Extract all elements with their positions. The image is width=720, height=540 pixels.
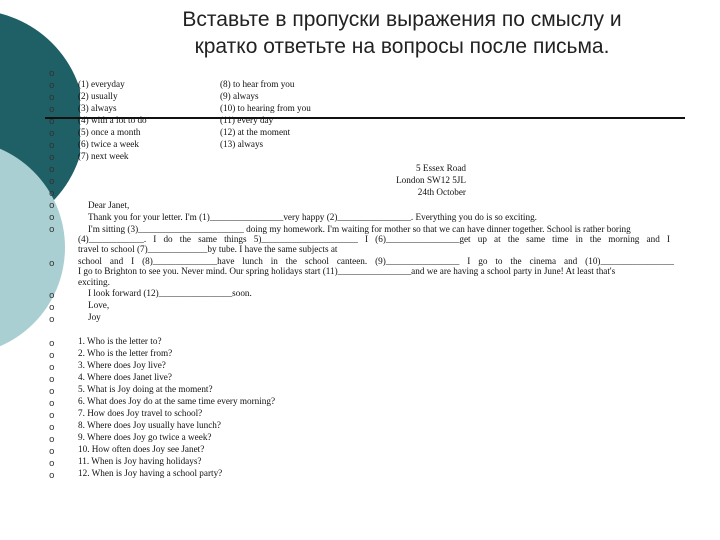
page-title (92, 6, 712, 60)
question-item: 7. How does Joy travel to school? (78, 408, 203, 418)
bullet-icon: o (49, 363, 55, 373)
option-item: (3) always (78, 103, 117, 113)
letter-line: school and I (8)______________have lunch in the school canteen. (9)________________ I go to the cinema and (10)________________ (78, 256, 674, 266)
bullet-icon: o (49, 459, 55, 469)
option-item: (7) next week (78, 151, 129, 161)
letter-line: I'm sitting (3)_______________________ doing my homework. I'm waiting for mother so that we can have dinner together. School is rather boring (88, 224, 631, 234)
address-city: London SW12 5JL (396, 175, 466, 185)
address-street: 5 Essex Road (415, 163, 466, 173)
bullet-icon: o (49, 129, 55, 139)
option-item: (12) at the moment (220, 127, 291, 137)
bullet-icon: o (49, 189, 55, 199)
bullet-icon: o (49, 259, 55, 269)
bullet-icon: o (49, 105, 55, 115)
bullet-icon: o (49, 69, 55, 79)
bullet-icon: o (49, 423, 55, 433)
title-line-1: Вставьте в пропуски выражения по смыслу и (182, 8, 622, 31)
letter-line: travel to school (7)_____________by tube. I have the same subjects at (78, 244, 338, 254)
option-item: (4) with a lot to do (78, 115, 147, 125)
letter-signature: Joy (88, 312, 101, 322)
bullet-icon: o (49, 153, 55, 163)
bullet-icon: o (49, 93, 55, 103)
option-item: (6) twice a week (78, 139, 139, 149)
bullet-icon: o (49, 471, 55, 481)
letter-greeting: Dear Janet, (88, 200, 130, 210)
bullet-icon: o (49, 435, 55, 445)
option-item: (9) always (220, 91, 259, 101)
bullet-icon: o (49, 315, 55, 325)
option-item: (5) once a month (78, 127, 141, 137)
bullet-icon: o (49, 117, 55, 127)
option-item: (13) always (220, 139, 264, 149)
letter-date: 24th October (417, 187, 466, 197)
bullet-icon: o (49, 213, 55, 223)
bullet-icon: o (49, 225, 55, 235)
bullet-icon: o (49, 339, 55, 349)
bullet-icon: o (49, 165, 55, 175)
bullet-icon: o (49, 387, 55, 397)
letter-line: (4)____________. I do the same things 5)_____________________ I (6)________________get up at the same time in the morning and I (78, 234, 670, 244)
question-item: 5. What is Joy doing at the moment? (78, 384, 213, 394)
letter-line: Thank you for your letter. I'm (1)________________very happy (2)________________. Everything you do is so exciting. (88, 212, 537, 222)
question-item: 8. Where does Joy usually have lunch? (78, 420, 221, 430)
question-item: 11. When is Joy having holidays? (78, 456, 202, 466)
question-item: 2. Who is the letter from? (78, 348, 173, 358)
letter-line: exciting. (78, 277, 110, 287)
bullet-icon: o (49, 375, 55, 385)
question-item: 10. How often does Joy see Janet? (78, 444, 205, 454)
letter-line: I go to Brighton to see you. Never mind. Our spring holidays start (11)________________and we are having a school party in June! At least that's (78, 266, 616, 276)
letter-closing: Love, (88, 300, 110, 310)
bullet-icon: o (49, 411, 55, 421)
bullet-icon: o (49, 81, 55, 91)
decorative-circles (0, 0, 80, 540)
letter-line: I look forward (12)________________soon. (88, 288, 252, 298)
bullet-icon: o (49, 447, 55, 457)
bullet-icon: o (49, 303, 55, 313)
question-item: 6. What does Joy do at the same time every morning? (78, 396, 276, 406)
option-item: (2) usually (78, 91, 118, 101)
question-item: 4. Where does Janet live? (78, 372, 172, 382)
question-item: 3. Where does Joy live? (78, 360, 166, 370)
option-item: (11) every day (220, 115, 274, 125)
bullet-icon: o (49, 351, 55, 361)
question-item: 1. Who is the letter to? (78, 336, 162, 346)
bullet-icon: o (49, 141, 55, 151)
option-item: (1) everyday (78, 79, 125, 89)
question-item: 12. When is Joy having a school party? (78, 468, 223, 478)
bullet-icon: o (49, 399, 55, 409)
bullet-icon: o (49, 177, 55, 187)
bullet-icon: o (49, 291, 55, 301)
option-item: (8) to hear from you (220, 79, 295, 89)
option-item: (10) to hearing from you (220, 103, 311, 113)
title-line-2: кратко ответьте на вопросы после письма. (194, 35, 610, 58)
bullet-icon: o (49, 201, 55, 211)
question-item: 9. Where does Joy go twice a week? (78, 432, 212, 442)
